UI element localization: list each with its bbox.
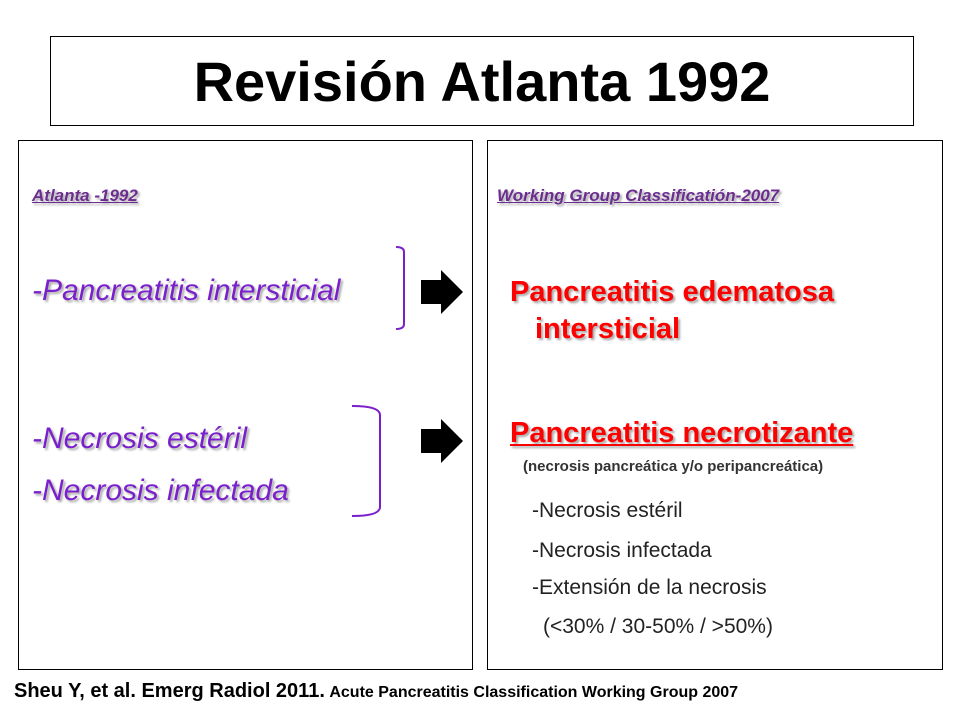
sub-item-necrosis-infectada: -Necrosis infectada — [532, 539, 712, 562]
sub-item-percentages: (<30% / 30-50% / >50%) — [543, 615, 773, 638]
citation-source: Acute Pancreatitis Classification Working Group 2007 — [329, 684, 739, 701]
edematosa-line2: intersticial — [535, 313, 681, 345]
arrow-right-icon — [419, 268, 465, 316]
necrotizante-heading: Pancreatitis necrotizante — [510, 417, 854, 449]
left-item-necrosis-esteril: -Necrosis estéril — [32, 422, 248, 455]
bracket-upper-icon — [394, 244, 410, 332]
citation-author: Sheu Y, et al. Emerg Radiol 2011. — [14, 680, 325, 702]
left-item-necrosis-infectada: -Necrosis infectada — [32, 474, 289, 507]
citation — [14, 680, 738, 703]
arrow-right-icon — [419, 417, 465, 465]
left-panel-heading: Atlanta -1992 — [32, 186, 138, 205]
left-item-intersticial: -Pancreatitis intersticial — [32, 274, 341, 307]
edematosa-line1: Pancreatitis edematosa — [510, 276, 834, 308]
necrotizante-note: (necrosis pancreática y/o peripancreática) — [523, 458, 824, 475]
left-panel — [18, 140, 473, 670]
sub-item-necrosis-esteril: -Necrosis estéril — [532, 499, 683, 522]
bracket-lower-icon — [350, 403, 386, 519]
title-box — [50, 36, 914, 126]
right-panel-heading: Working Group Classificatión-2007 — [497, 186, 780, 205]
sub-item-extension: -Extensión de la necrosis — [532, 576, 767, 599]
slide-title: Revisión Atlanta 1992 — [193, 49, 771, 113]
